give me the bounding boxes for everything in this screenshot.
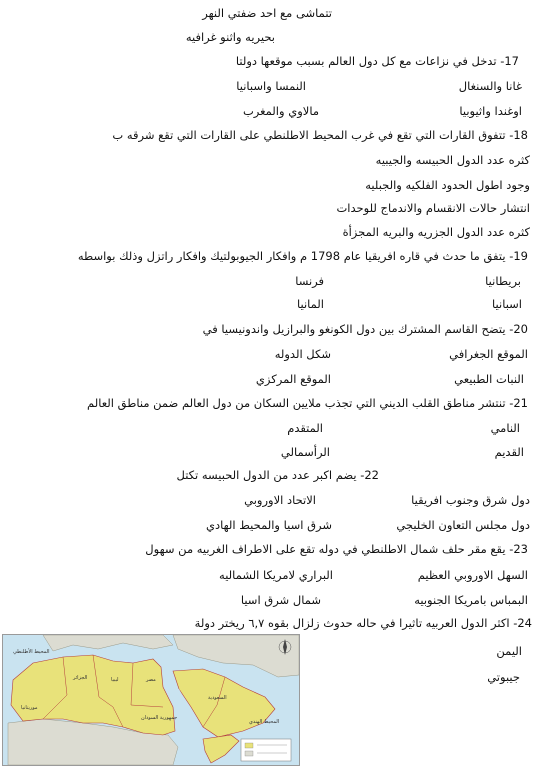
map-label: جمهورية السودان [141,715,178,721]
option: شمال شرق اسيا [240,593,321,607]
question-18: 18- تتفوق القارات التي تقع في غرب المحيط الاطلنطي على القارات التي تقع شرقه ب [112,128,528,142]
option: المانيا [296,297,324,311]
option: البمباس بامريكا الجنوبيه [414,593,528,607]
option: شكل الدوله [274,347,331,361]
option: وجود اطول الحدود الفلكيه والجبليه [365,178,530,192]
option: النمسا واسبانيا [236,79,306,93]
option: الرأسمالي [280,445,330,459]
question-17: 17- تدخل في نزاعات مع كل دول العالم بسبب موقعها دولتا [235,54,519,68]
option: بريطانيا [485,274,521,288]
question-22: 22- يضم اكبر عدد من الدول الحبيسه تكتل [176,468,379,482]
question-23: 23- يقع مقر حلف شمال الاطلنطي في دوله تقع على الاطراف الغربيه من سهول [145,542,528,556]
option: النامي [490,421,520,435]
option: البراري لامريكا الشماليه [219,568,333,582]
option: انتشار حالات الانقسام والاندماج للوحدات [336,201,530,215]
option: مالاوي والمغرب [242,104,319,118]
option: الاتحاد الاوروبي [244,493,316,507]
option: السهل الاوروبي العظيم [417,568,528,582]
option: اوغندا واثيوبيا [459,104,522,118]
option: جيبوتي [487,670,520,684]
option: المتقدم [287,421,323,435]
option: غانا والسنغال [458,79,522,93]
option: اليمن [496,644,522,658]
question-20: 20- يتضح القاسم المشترك بين دول الكونغو والبرازيل واندونيسيا في [202,322,528,336]
option: القديم [494,445,524,459]
arab-world-map [2,634,300,766]
question-19: 19- يتفق ما حدث في قاره افريقيا عام 1798 م وافكار الجيوبولتيك وافكار راتزل وذلك بواسطه [77,249,528,263]
map-label: المحيط الهندي [249,719,280,725]
option: كثره عدد الدول الحبيسه والجيبيه [375,153,530,167]
map-label: الجزائر [73,675,88,681]
map-label: المحيط الأطلنطي [13,649,50,655]
map-label: مصر [146,677,156,683]
option: شرق اسيا والمحيط الهادي [205,518,332,532]
option: كثره عدد الدول الجزريه والبريه المجزأة [342,225,530,239]
option: النبات الطبيعي [454,372,524,386]
option: دول شرق وجنوب افريقيا [411,493,530,507]
text-line: بحيريه واثنو غرافيه [185,30,275,44]
option: اسبانيا [492,297,522,311]
option: فرنسا [295,274,324,288]
option: الموقع الجغرافي [449,347,528,361]
option: الموقع المركزي [255,372,331,386]
map-label: موريتانيا [21,705,38,711]
map-svg [3,635,299,765]
question-24: 24- اكثر الدول العربيه تاثيرا في حاله حدوث زلزال بقوه ٦,٧ ريختر دولة [194,616,532,630]
map-label: ليبيا [111,677,119,683]
option: دول مجلس التعاون الخليجي [396,518,530,532]
text-line: تتماشى مع احد ضفتي النهر [202,6,332,20]
map-label: السعودية [208,695,227,701]
question-21: 21- تنتشر مناطق القلب الديني التي تجذب ملايين السكان من دول العالم ضمن مناطق العالم [87,396,528,410]
